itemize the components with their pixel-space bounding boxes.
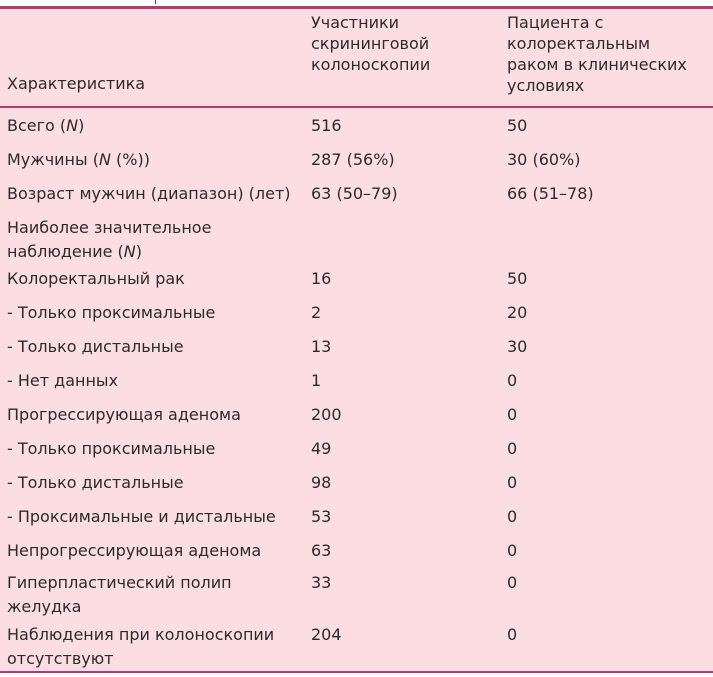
row-clinical-value: 0 <box>507 405 518 424</box>
row-clinical-value: 0 <box>507 573 518 592</box>
row-label: Прогрессирующая аденома <box>7 405 241 424</box>
header-characteristic: Характеристика <box>7 74 146 93</box>
row-screening-value: 63 <box>311 541 332 560</box>
column-tick <box>155 0 156 4</box>
row-screening-value: 33 <box>311 573 332 592</box>
header-col3-line: колоректальным <box>507 34 651 53</box>
row-clinical-value: 0 <box>507 507 518 526</box>
row-label: - Только дистальные <box>7 473 184 492</box>
row-label: - Только проксимальные <box>7 439 216 458</box>
bottom-margin <box>0 673 713 677</box>
top-rule <box>0 6 713 9</box>
row-label: Колоректальный рак <box>7 269 185 288</box>
header-col3-line: раком в клинических <box>507 55 687 74</box>
row-screening-value: 287 (56%) <box>311 150 395 169</box>
row-label: - Только проксимальные <box>7 303 216 322</box>
row-label: - Проксимальные и дистальные <box>7 507 276 526</box>
row-clinical-value: 0 <box>507 541 518 560</box>
header-col2-line: колоноскопии <box>311 55 431 74</box>
row-screening-value: 49 <box>311 439 332 458</box>
row-screening-value: 204 <box>311 625 342 644</box>
row-label: Непрогрессирующая аденома <box>7 541 262 560</box>
row-screening-value: 13 <box>311 337 332 356</box>
row-label: - Только дистальные <box>7 337 184 356</box>
row-clinical-value: 50 <box>507 116 528 135</box>
row-label: - Нет данных <box>7 371 119 390</box>
row-label: Всего (N) <box>7 116 85 135</box>
row-clinical-value: 0 <box>507 625 518 644</box>
row-clinical-value: 0 <box>507 473 518 492</box>
row-clinical-value: 50 <box>507 269 528 288</box>
row-clinical-value: 0 <box>507 371 518 390</box>
row-label: Мужчины (N (%)) <box>7 150 150 169</box>
header-col2-line: Участники <box>311 13 400 32</box>
row-label: Гиперпластический полип желудка <box>7 573 232 616</box>
header-screening-participants <box>311 12 491 75</box>
header-rule <box>0 106 713 108</box>
row-screening-value: 1 <box>311 371 322 390</box>
row-screening-value: 516 <box>311 116 342 135</box>
row-clinical-value: 0 <box>507 439 518 458</box>
header-col3-line: условиях <box>507 76 585 95</box>
row-clinical-value: 66 (51–78) <box>507 184 594 203</box>
row-label: Возраст мужчин (диапазон) (лет) <box>7 184 291 203</box>
row-label: Наиболее значительное наблюдение (N) <box>7 218 212 261</box>
row-screening-value: 63 (50–79) <box>311 184 398 203</box>
row-label: Наблюдения при колоноскопии отсутствуют <box>7 625 275 668</box>
header-col3-line: Пациента с <box>507 13 604 32</box>
row-screening-value: 200 <box>311 405 342 424</box>
row-clinical-value: 30 (60%) <box>507 150 581 169</box>
row-clinical-value: 20 <box>507 303 528 322</box>
row-screening-value: 53 <box>311 507 332 526</box>
row-screening-value: 2 <box>311 303 322 322</box>
row-clinical-value: 30 <box>507 337 528 356</box>
row-screening-value: 16 <box>311 269 332 288</box>
row-screening-value: 98 <box>311 473 332 492</box>
header-clinical-patients <box>507 12 707 96</box>
header-col2-line: скрининговой <box>311 34 430 53</box>
